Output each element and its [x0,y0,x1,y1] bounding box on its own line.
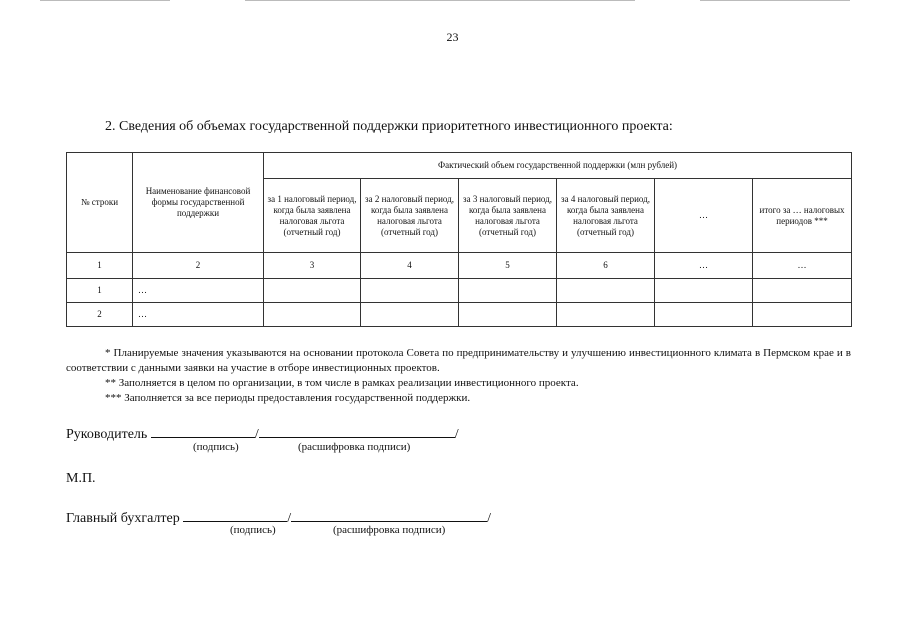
separator: / [287,511,292,526]
header-period-3: за 3 налоговый период, когда была заявлена налоговая льгота (отчетный год) [459,179,557,253]
table-header-row [67,153,852,179]
support-form-cell: … [133,279,264,303]
value-cell [361,303,459,327]
column-number: 5 [459,253,557,279]
section-heading: 2. Сведения об объемах государственной поддержки приоритетного инвестиционного проекта: [105,119,673,134]
header-actual-volume: Фактический объем государственной поддержки (млн рублей) [264,153,852,179]
column-number: … [655,253,753,279]
head-name-field [259,423,455,438]
row-number-cell: 2 [67,303,133,327]
header-period-4: за 4 налоговый период, когда была заявлена налоговая льгота (отчетный год) [557,179,655,253]
value-cell [655,303,753,327]
support-form-cell: … [133,303,264,327]
header-period-more: … [655,179,753,253]
value-cell [753,303,852,327]
footnote-2: ** Заполняется в целом по организации, в том числе в рамках реализации инвестиционного проекта. [105,377,579,389]
top-edge-line [40,0,170,1]
value-cell [264,303,361,327]
separator: / [254,427,259,442]
footnote-1: * Планируемые значения указываются на основании протокола Совета по предпринимательству и улучшению инвестиционного климата в Пермском крае и в соответствии с данными заявки на участие в отборе инвестиционных проектов. [66,347,851,374]
head-label: Руководитель [66,427,148,442]
column-number: 6 [557,253,655,279]
header-support-form: Наименование финансовой формы государственной поддержки [133,153,264,253]
column-number: 4 [361,253,459,279]
head-signature-field [151,423,255,438]
separator: / [487,511,492,526]
column-number: 3 [264,253,361,279]
support-table [66,152,852,327]
value-cell [459,279,557,303]
head-decoding-hint: (расшифровка подписи) [298,441,411,453]
column-number: 2 [133,253,264,279]
accountant-signature-field [183,507,287,522]
top-edge-line [245,0,635,1]
stamp-place: М.П. [66,471,96,486]
value-cell [557,279,655,303]
value-cell [264,279,361,303]
accountant-signature-hint: (подпись) [230,524,276,536]
table-row [67,303,852,327]
separator: / [454,427,459,442]
header-row-number: № строки [67,153,133,253]
row-number-cell: 1 [67,279,133,303]
value-cell [459,303,557,327]
value-cell [655,279,753,303]
column-number: 1 [67,253,133,279]
accountant-label: Главный бухгалтер [66,511,180,526]
header-period-2: за 2 налоговый период, когда была заявлена налоговая льгота (отчетный год) [361,179,459,253]
column-number-row [67,253,852,279]
table-row [67,279,852,303]
accountant-name-field [291,507,487,522]
value-cell [361,279,459,303]
top-edge-line [700,0,850,1]
head-signature-hint: (подпись) [193,441,239,453]
page-number: 23 [446,30,459,44]
header-total: итого за … налоговых периодов *** [753,179,852,253]
footnotes [66,346,851,406]
head-signature-line [66,423,459,443]
header-period-1: за 1 налоговый период, когда была заявлена налоговая льгота (отчетный год) [264,179,361,253]
accountant-decoding-hint: (расшифровка подписи) [333,524,446,536]
footnote-3: *** Заполняется за все периоды предоставления государственной поддержки. [105,392,471,404]
value-cell [557,303,655,327]
column-number: … [753,253,852,279]
value-cell [753,279,852,303]
